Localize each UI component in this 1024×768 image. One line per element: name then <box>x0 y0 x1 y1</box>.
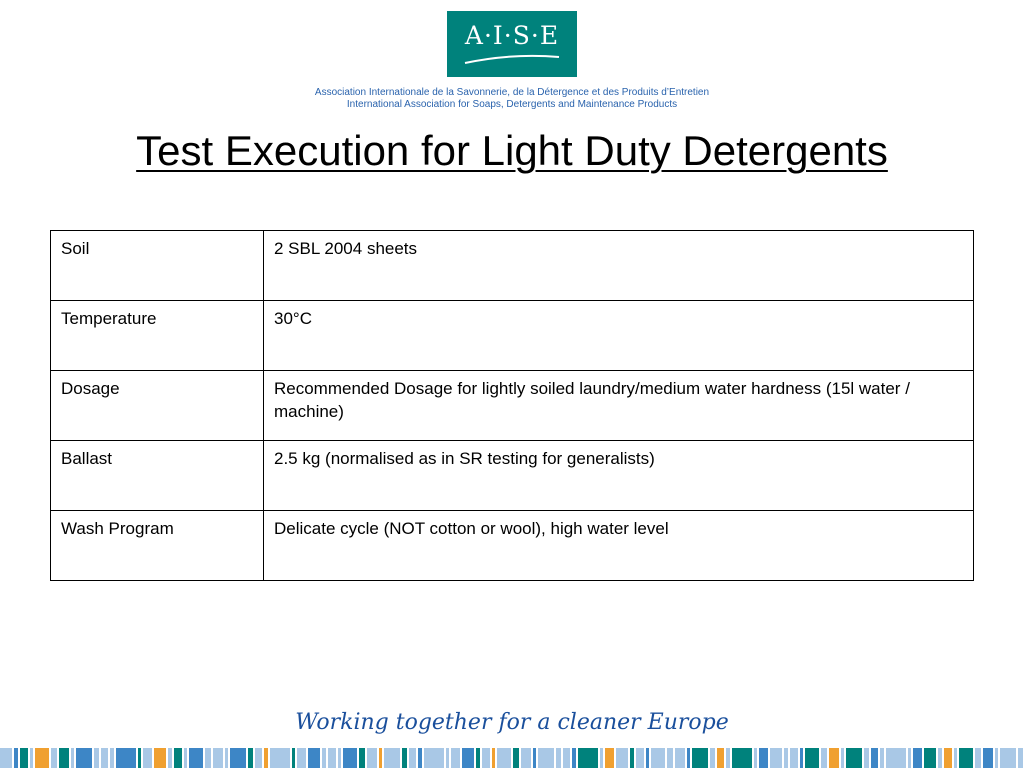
stripe-segment <box>154 748 166 768</box>
stripe-segment <box>270 748 290 768</box>
row-value: Recommended Dosage for lightly soiled laundry/medium water hardness (15l water / machine) <box>264 371 974 441</box>
stripe-segment <box>205 748 211 768</box>
stripe-segment <box>359 748 365 768</box>
stripe-segment <box>143 748 152 768</box>
stripe-segment <box>328 748 336 768</box>
stripe-segment <box>759 748 768 768</box>
stripe-segment <box>168 748 172 768</box>
stripe-segment <box>418 748 422 768</box>
page-title: Test Execution for Light Duty Detergents <box>136 127 888 174</box>
stripe-segment <box>630 748 634 768</box>
org-name <box>300 87 724 111</box>
stripe-segment <box>800 748 803 768</box>
logo-text: A·I·S·E <box>464 21 560 50</box>
stripe-segment <box>51 748 57 768</box>
table-row <box>51 511 974 581</box>
org-name-en: International Association for Soaps, Detergents and Maintenance Products <box>346 99 678 110</box>
stripe-segment <box>667 748 673 768</box>
stripe-segment <box>538 748 554 768</box>
stripe-segment <box>110 748 114 768</box>
stripe-segment <box>513 748 519 768</box>
stripe-segment <box>600 748 603 768</box>
stripe-segment <box>975 748 981 768</box>
stripe-segment <box>116 748 136 768</box>
row-label: Ballast <box>51 441 264 511</box>
stripe-segment <box>20 748 28 768</box>
stripe-segment <box>264 748 268 768</box>
row-value: 2.5 kg (normalised as in SR testing for generalists) <box>264 441 974 511</box>
stripe-segment <box>841 748 844 768</box>
stripe-segment <box>710 748 715 768</box>
stripe-segment <box>1000 748 1016 768</box>
stripe-segment <box>944 748 952 768</box>
stripe-segment <box>924 748 936 768</box>
stripe-segment <box>805 748 819 768</box>
stripe-segment <box>30 748 33 768</box>
table-row <box>51 371 974 441</box>
row-value: 30°C <box>264 301 974 371</box>
stripe-segment <box>636 748 644 768</box>
stripe-segment <box>871 748 878 768</box>
org-name-fr: Association Internationale de la Savonnerie, de la Détergence et des Produits d’Entretien <box>314 87 710 98</box>
stripe-segment <box>616 748 628 768</box>
stripe-segment <box>1018 748 1023 768</box>
stripe-segment <box>138 748 141 768</box>
stripe-segment <box>563 748 570 768</box>
stripe-segment <box>189 748 203 768</box>
stripe-segment <box>959 748 973 768</box>
footer-tagline: Working together for a cleaner Europe <box>295 710 729 735</box>
stripe-segment <box>101 748 108 768</box>
stripe-segment <box>451 748 460 768</box>
stripe-segment <box>225 748 228 768</box>
stripe-segment <box>462 748 474 768</box>
row-value: 2 SBL 2004 sheets <box>264 231 974 301</box>
stripe-segment <box>446 748 449 768</box>
stripe-segment <box>338 748 341 768</box>
row-value: Delicate cycle (NOT cotton or wool), high water level <box>264 511 974 581</box>
stripe-segment <box>174 748 182 768</box>
row-label: Wash Program <box>51 511 264 581</box>
stripe-segment <box>886 748 906 768</box>
stripe-segment <box>367 748 377 768</box>
stripe-segment <box>646 748 649 768</box>
stripe-segment <box>424 748 444 768</box>
stripe-segment <box>578 748 598 768</box>
stripe-segment <box>71 748 74 768</box>
stripe-segment <box>255 748 262 768</box>
stripe-segment <box>938 748 942 768</box>
row-label: Soil <box>51 231 264 301</box>
stripe-segment <box>572 748 576 768</box>
logo-swoosh-icon <box>447 11 577 77</box>
stripe-segment <box>908 748 911 768</box>
stripe-segment <box>94 748 99 768</box>
stripe-segment <box>248 748 253 768</box>
stripe-segment <box>864 748 869 768</box>
stripe-segment <box>880 748 884 768</box>
stripe-segment <box>726 748 730 768</box>
stripe-segment <box>35 748 49 768</box>
stripe-segment <box>521 748 531 768</box>
stripe-segment <box>343 748 357 768</box>
stripe-segment <box>184 748 187 768</box>
stripe-segment <box>995 748 998 768</box>
stripe-segment <box>297 748 306 768</box>
stripe-segment <box>379 748 382 768</box>
stripe-segment <box>308 748 320 768</box>
stripe-segment <box>846 748 862 768</box>
stripe-segment <box>402 748 407 768</box>
row-label: Temperature <box>51 301 264 371</box>
stripe-segment <box>605 748 614 768</box>
stripe-segment <box>476 748 480 768</box>
stripe-segment <box>790 748 798 768</box>
stripe-segment <box>675 748 685 768</box>
aise-logo <box>447 11 577 77</box>
stripe-segment <box>230 748 246 768</box>
stripe-segment <box>59 748 69 768</box>
table-row <box>51 301 974 371</box>
stripe-segment <box>784 748 788 768</box>
stripe-segment <box>913 748 922 768</box>
stripe-segment <box>754 748 757 768</box>
stripe-segment <box>687 748 690 768</box>
stripe-segment <box>492 748 495 768</box>
stripe-segment <box>533 748 536 768</box>
stripe-segment <box>76 748 92 768</box>
stripe-segment <box>409 748 416 768</box>
test-parameters-table <box>50 230 974 581</box>
stripe-segment <box>954 748 957 768</box>
stripe-segment <box>651 748 665 768</box>
row-label: Dosage <box>51 371 264 441</box>
stripe-segment <box>213 748 223 768</box>
stripe-segment <box>482 748 490 768</box>
stripe-segment <box>292 748 295 768</box>
stripe-segment <box>14 748 18 768</box>
decorative-stripe-bar <box>0 748 1024 768</box>
stripe-segment <box>322 748 326 768</box>
table-row <box>51 441 974 511</box>
stripe-segment <box>384 748 400 768</box>
stripe-segment <box>692 748 708 768</box>
stripe-segment <box>497 748 511 768</box>
stripe-segment <box>0 748 12 768</box>
stripe-segment <box>717 748 724 768</box>
stripe-segment <box>732 748 752 768</box>
stripe-segment <box>556 748 561 768</box>
stripe-segment <box>829 748 839 768</box>
stripe-segment <box>821 748 827 768</box>
stripe-segment <box>770 748 782 768</box>
stripe-segment <box>983 748 993 768</box>
table-row <box>51 231 974 301</box>
